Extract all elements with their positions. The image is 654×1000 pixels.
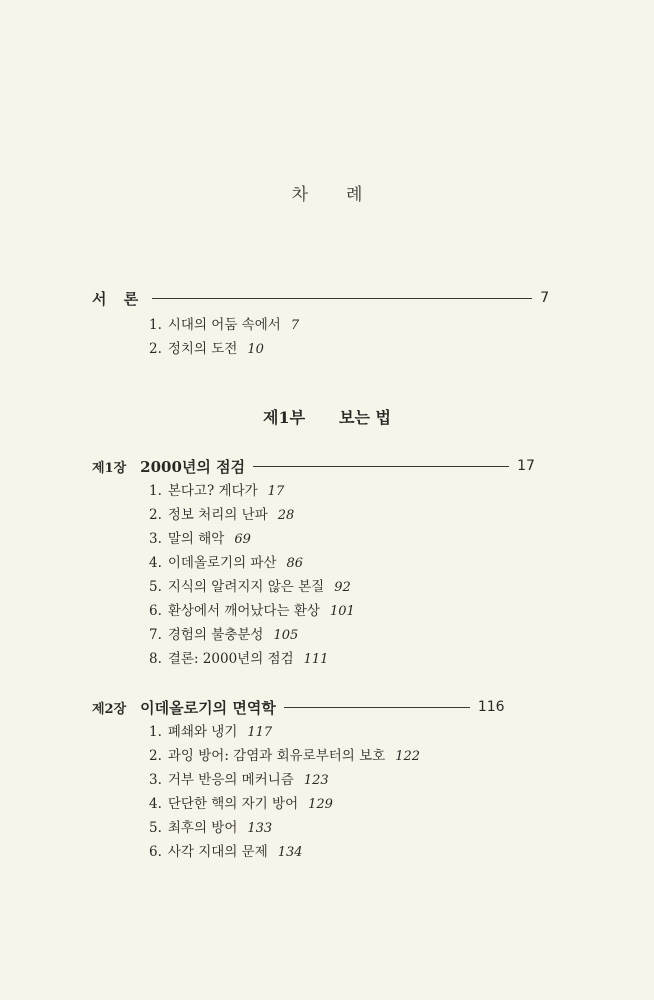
list-item: 1. 시대의 어둠 속에서 7: [149, 317, 300, 333]
toc-entry-chapter-1: [92, 455, 535, 477]
intro-label: 서 론: [92, 289, 145, 308]
leader-rule: [284, 707, 470, 708]
chapter-title: 이데올로기의 면역학: [140, 698, 276, 717]
list-item: 8. 결론: 2000년의 점검 111: [149, 651, 329, 667]
list-item: 3. 거부 반응의 메커니즘 123: [149, 772, 329, 788]
part-title: 보는 법: [339, 408, 391, 427]
chapter-prefix: 제2장: [92, 701, 127, 717]
list-item: 2. 정보 처리의 난파 28: [149, 507, 295, 523]
leader-rule: [253, 466, 509, 467]
list-item: 2. 과잉 방어: 감염과 회유로부터의 보호 122: [149, 748, 421, 764]
list-item: 1. 본다고? 게다가 17: [149, 483, 285, 499]
chapter-page: 116: [477, 699, 505, 715]
list-item: 5. 최후의 방어 133: [149, 820, 273, 836]
list-item: 2. 정치의 도전 10: [149, 341, 264, 357]
chapter-title: 2000년의 점검: [140, 457, 246, 476]
toc-entry-chapter-2: [92, 696, 505, 718]
chapter-1-items: [149, 479, 355, 671]
part-number: 제1부: [263, 408, 306, 427]
toc-entry-intro: [92, 287, 549, 309]
list-item: 3. 말의 해악 69: [149, 531, 251, 547]
intro-page: 7: [540, 290, 550, 306]
list-item: 4. 단단한 핵의 자기 방어 129: [149, 796, 333, 812]
chapter-prefix: 제1장: [92, 460, 127, 476]
list-item: 7. 경험의 불충분성 105: [149, 627, 299, 643]
chapter-2-items: [149, 720, 420, 864]
leader-rule: [152, 298, 532, 299]
chapter-page: 17: [517, 458, 535, 474]
list-item: 5. 지식의 알려지지 않은 본질 92: [149, 579, 351, 595]
list-item: 6. 환상에서 깨어났다는 환상 101: [149, 603, 355, 619]
list-item: 1. 폐쇄와 냉기 117: [149, 724, 273, 740]
part-heading: [0, 405, 654, 428]
intro-items: [149, 313, 299, 361]
list-item: 6. 사각 지대의 문제 134: [149, 844, 303, 860]
list-item: 4. 이데올로기의 파산 86: [149, 555, 304, 571]
page-title: 차례: [291, 185, 401, 205]
